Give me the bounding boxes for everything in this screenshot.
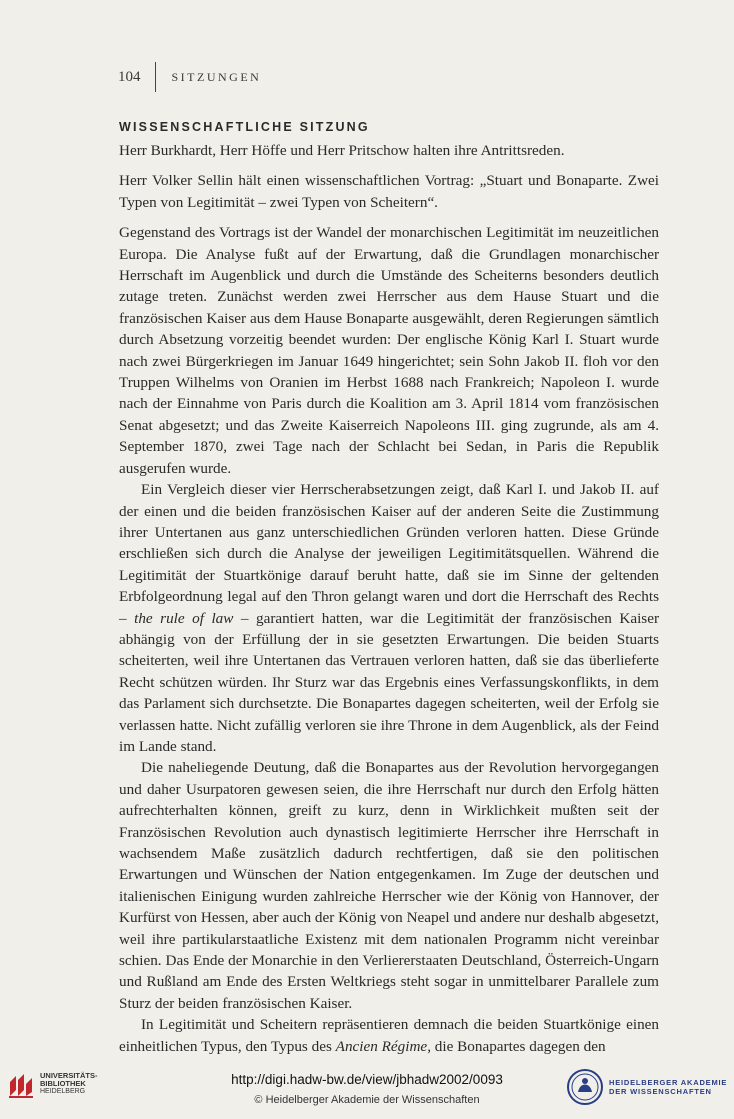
paragraph-vergleich-text-a: Ein Vergleich dieser vier Herrscherabsetzungen zeigt, daß Karl I. und Jakob II. auf der einen und die beiden französischen Kaiser auf der anderen Seite die Zustimmung ihrer Untertanen aus ganz unterschiedlichen Gründen verloren hatten. Diese Gründe erschließen sich durch die Analyse der jeweiligen Legitimitätsquellen. Während die Legitimität der Stuartkönige darauf beruht hatte, daß sie im Sinne der geltenden Erbfolgeordnung legal auf den Thron gelangt waren und dort die Herrschaft des Rechts – (119, 481, 659, 627)
paragraph-gegenstand: Gegenstand des Vortrags ist der Wandel der monarchischen Legitimität im neuzeitlichen Europa. Die Analyse fußt auf der Erwartung, daß die Grundlagen monarchischer Herrschaft im Augenblick und durch die Umstände des Scheiterns besonders deutlich zutage treten. Zunächst werden zwei Herrscher aus dem Hause Stuart und die französischen Kaiser aus dem Hause Bonaparte ausgewählt, deren Regierungen sämtlich durch Absetzung vorzeitig beendet wurden: Der englische König Karl I. Stuart wurde nach zwei Bürgerkriegen im Januar 1649 hingerichtet; sein Sohn Jakob II. floh vor den Truppen Wilhelms von Oranien im Herbst 1688 nach Frankreich; Napoleon I. wurde nach der Einnahme von Paris durch die Koalition am 3. April 1814 vom französischen Senat abgesetzt; und das Zweite Kaiserreich Napoleons III. ging zugrunde, als am 4. September 1870, zwei Tage nach der Schlacht bei Sedan, in Paris die Republik ausgerufen wurde. (119, 224, 659, 477)
paragraph-vortrag: Herr Volker Sellin hält einen wissenschaftlichen Vortrag: „Stuart und Bonaparte. Zwei Typen von Legitimität – zwei Typen von Scheitern“. (119, 172, 659, 211)
rule-of-law-italic: the rule of law (134, 609, 234, 627)
header-divider (155, 62, 156, 92)
academy-seal-icon (566, 1068, 604, 1106)
page-number: 104 (118, 68, 141, 85)
digitization-footer (0, 1062, 734, 1119)
academy-logo[interactable] (566, 1068, 727, 1106)
academy-name-line2: DER WISSENSCHAFTEN (609, 1087, 712, 1096)
page-header (118, 62, 261, 92)
page-body (119, 120, 659, 1057)
academy-name (609, 1078, 727, 1096)
running-head: SITZUNGEN (171, 69, 262, 84)
academy-name-line1: HEIDELBERGER AKADEMIE (609, 1078, 728, 1087)
library-name-line3: HEIDELBERG (40, 1088, 86, 1095)
section-heading: WISSENSCHAFTLICHE SITZUNG (119, 120, 370, 134)
paragraph-typen (119, 1014, 659, 1057)
paragraph-antrittsreden: Herr Burkhardt, Herr Höffe und Herr Pritschow halten ihre Antrittsreden. (119, 142, 565, 159)
paragraph-vergleich (119, 479, 659, 757)
paragraph-typen-text-a: In Legitimität und Scheitern repräsentieren demnach die beiden Stuartkönige einen einheitlichen Typus, den Typus des (119, 1016, 659, 1055)
library-name-line1: UNIVERSITÄTS- (40, 1071, 98, 1080)
paragraph-typen-text-b: , die Bonapartes dagegen den (427, 1037, 606, 1055)
paragraph-deutung: Die naheliegende Deutung, daß die Bonapartes aus der Revolution hervorgegangen und daher Usurpatoren gewesen seien, die ihre Herrschaft nur durch den Erfolg hätten aufrechterhalten können, greift zu kurz, denn in Wirklichkeit mußten seit der Französischen Revolution auch dynastisch legitimierte Herrscher ihre Herrschaft in wachsendem Maße zusätzlich dadurch rechtfertigen, daß sie den politischen Erwartungen und Wünschen der Nation entgegenkamen. Im Zuge der deutschen und italienischen Einigung wurden zahlreiche Herrscher wie der König von Hannover, der Kurfürst von Hessen, aber auch der König von Neapel und andere nur deshalb abgesetzt, weil ihre partikularstaatliche Existenz mit dem nationalen Programm nicht vereinbar schien. Das Ende der Monarchie in den Verliererstaaten Deutschland, Österreich-Ungarn und Rußland am Ende des Ersten Weltkriegs steht sogar in unmittelbarer Parallele zum Sturz der beiden französischen Kaiser. (119, 759, 659, 1012)
source-url-link[interactable]: http://digi.hadw-bw.de/view/jbhadw2002/0093 (231, 1072, 503, 1087)
paragraph-vergleich-text-b: – garantiert hatten, war die Legitimität der französischen Kaiser abhängig von der Erfüllung der in sie gesetzten Erwartungen. Die beiden Stuarts scheiterten, weil ihre Untertanen das Vertrauen verloren hatten, daß sie das überlieferte Recht schützen würden. Ihr Sturz war das Ergebnis eines Verfassungskonflikts, in dem das Parlament sich durchsetzte. Die Bonapartes dagegen scheiterten, weil der Erfolg sie verlassen hatte. Nicht zufällig verloren sie ihre Throne in dem Augenblick, als der Feind im Lande stand. (119, 609, 660, 755)
library-name-line2: BIBLIOTHEK (40, 1079, 86, 1088)
ancien-regime-italic: Ancien Régime (335, 1037, 428, 1055)
copyright-notice: © Heidelberger Akademie der Wissenschaften (254, 1094, 480, 1106)
